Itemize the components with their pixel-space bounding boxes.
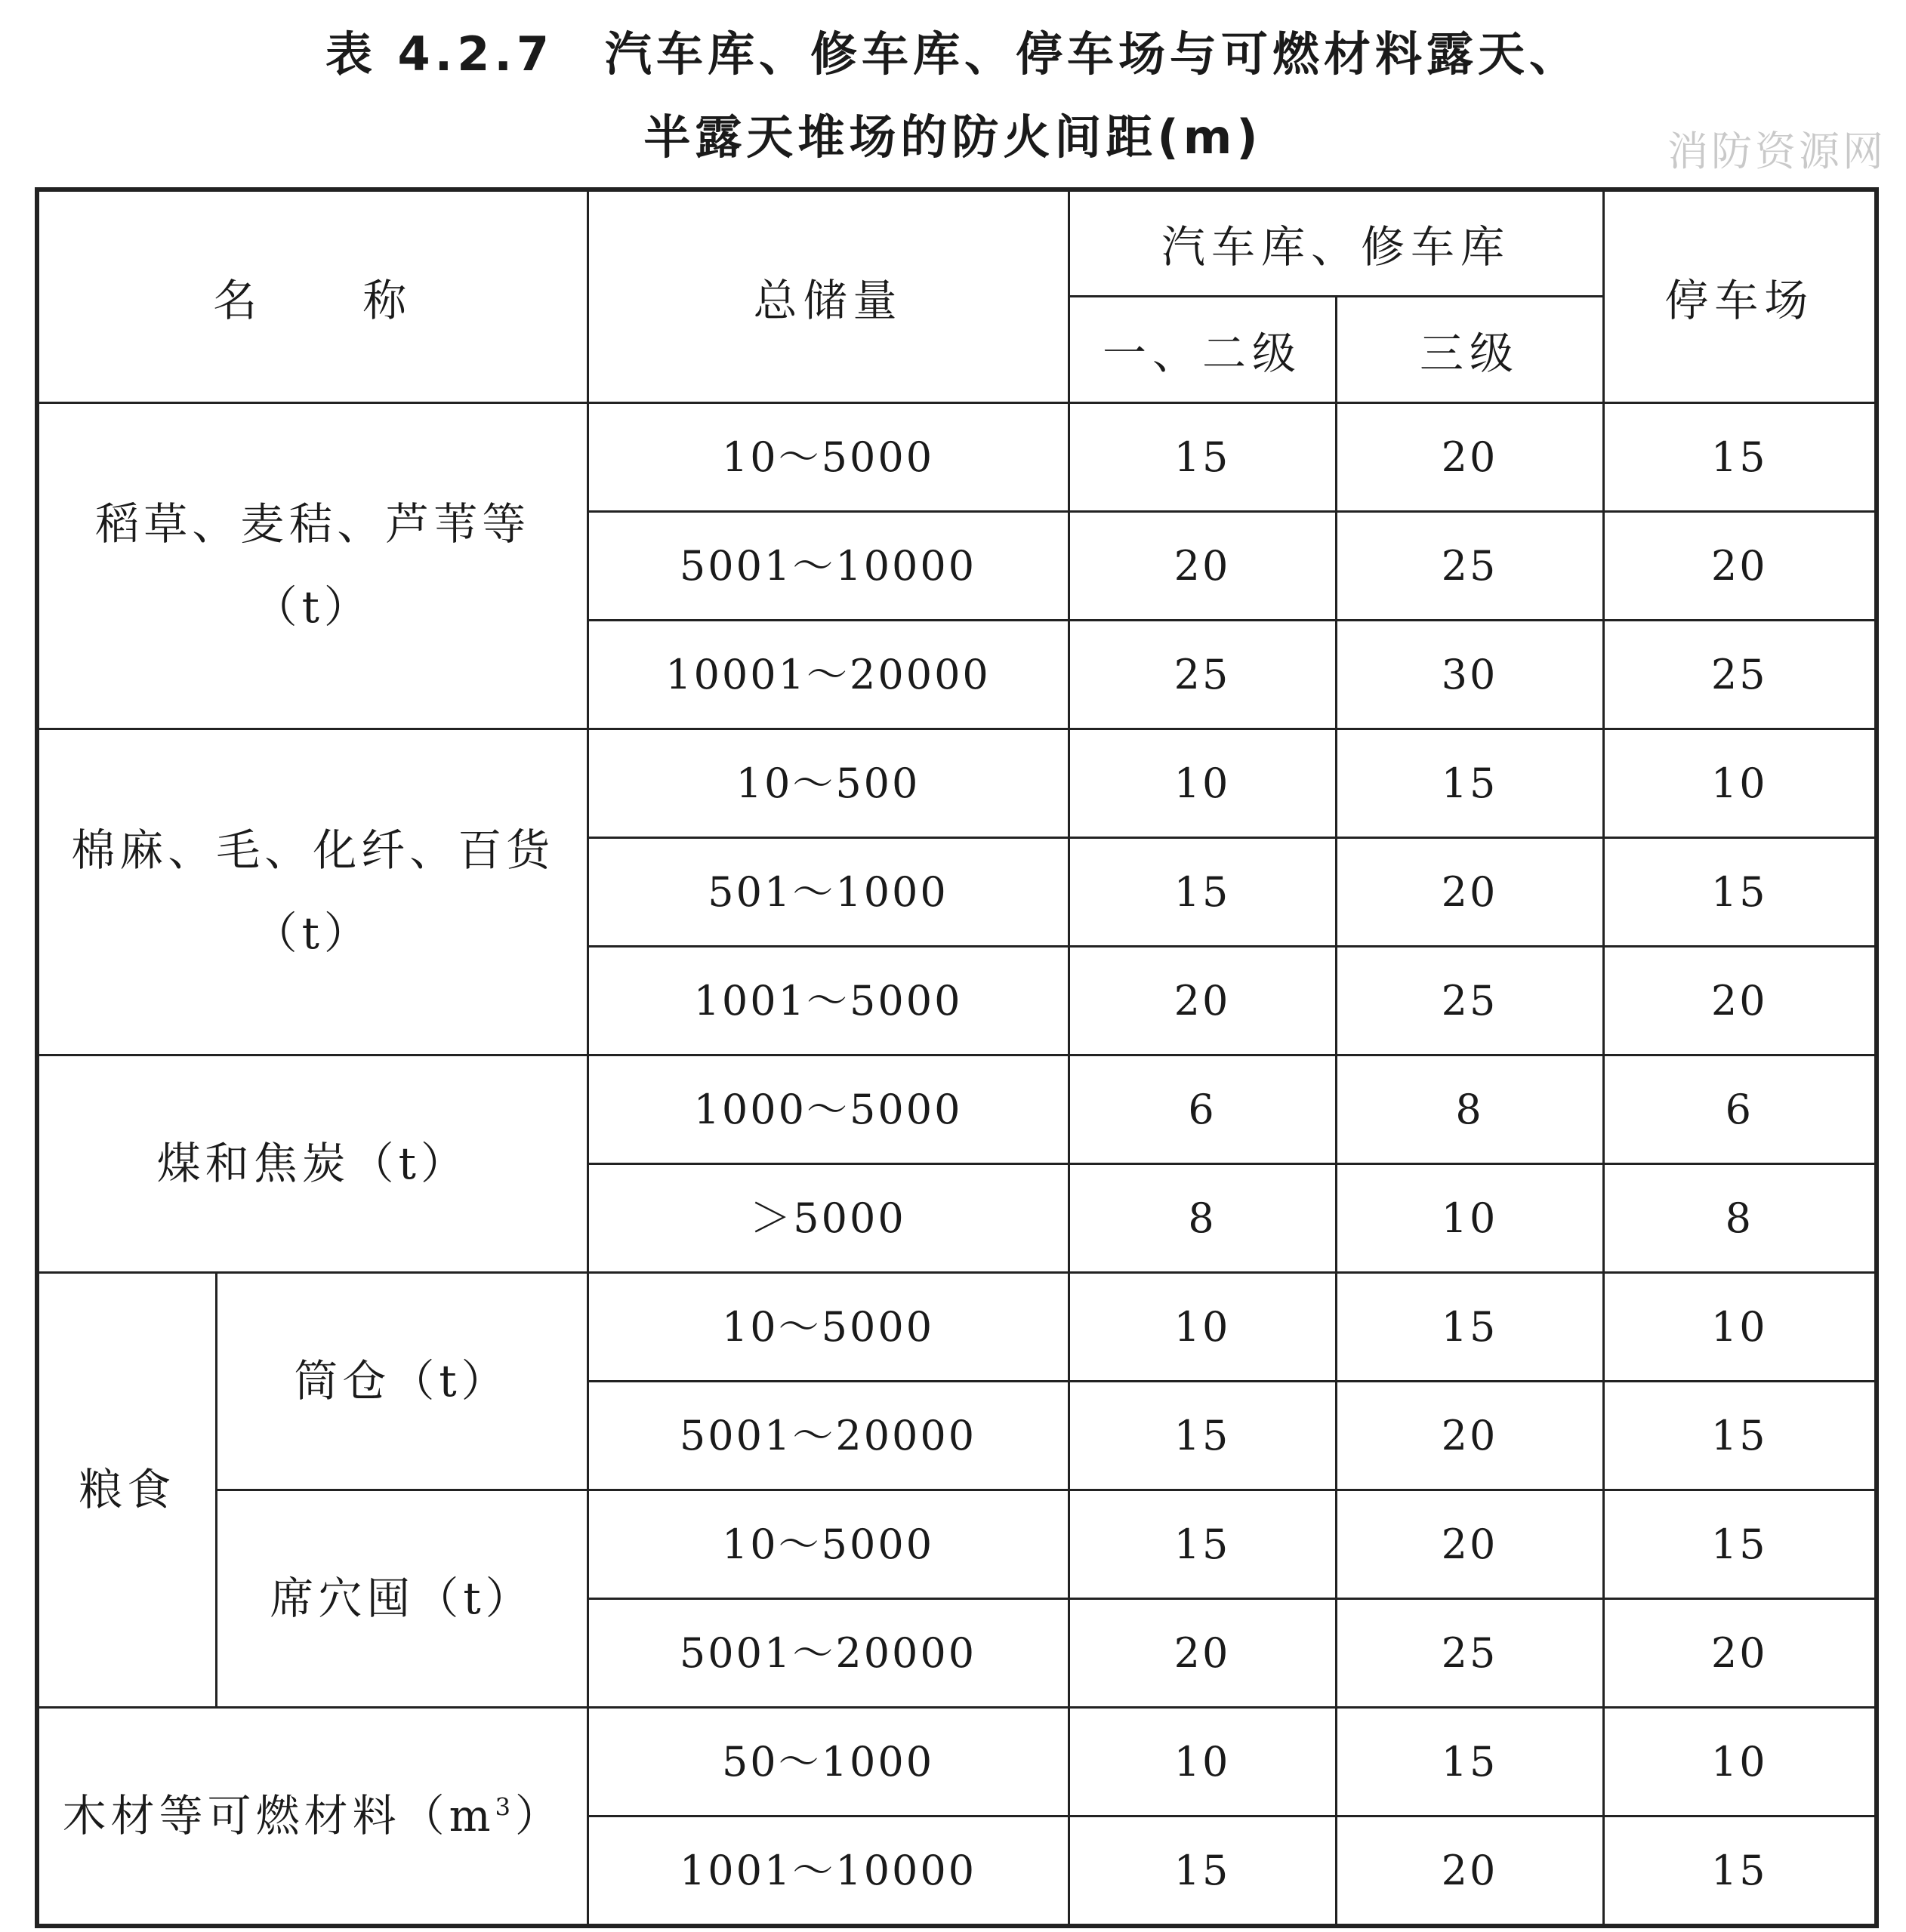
header-parking-lot: 停车场 [1603, 190, 1877, 402]
fire-distance-table [35, 187, 1879, 1928]
material-name-textiles [37, 729, 588, 1055]
parking-cell: 25 [1603, 620, 1877, 729]
grade12-cell: 25 [1069, 620, 1336, 729]
unit-superscript: 3 [495, 1792, 515, 1822]
parking-cell: 10 [1603, 1272, 1877, 1381]
watermark: 消防资源网 [1667, 128, 1886, 175]
grade3-cell: 20 [1336, 837, 1603, 946]
material-name-tail: ） [514, 1790, 563, 1841]
table-title-line-1: 表 4.2.7 汽车库、修车库、停车场与可燃材料露天、 [325, 26, 1581, 82]
grade12-cell: 10 [1069, 729, 1336, 837]
grade3-cell: 8 [1336, 1055, 1603, 1163]
header-grade-3: 三级 [1336, 296, 1603, 402]
material-name: 木材等可燃材料（m [62, 1790, 495, 1841]
storage-cell: 1001～10000 [588, 1816, 1069, 1926]
storage-cell: 1001～5000 [588, 946, 1069, 1055]
subgroup-name-mat-bin: 席穴囤（t） [216, 1490, 588, 1707]
parking-cell: 10 [1603, 1707, 1877, 1816]
parking-cell: 20 [1603, 946, 1877, 1055]
grade12-cell: 8 [1069, 1163, 1336, 1272]
grade3-cell: 30 [1336, 620, 1603, 729]
grade12-cell: 15 [1069, 1490, 1336, 1598]
grade12-cell: 15 [1069, 1381, 1336, 1490]
parking-cell: 15 [1603, 837, 1877, 946]
grade12-cell: 15 [1069, 402, 1336, 511]
parking-cell: 15 [1603, 1381, 1877, 1490]
header-garage-group: 汽车库、修车库 [1069, 190, 1603, 296]
header-name: 名 称 [37, 190, 588, 402]
material-unit: （t） [253, 581, 372, 633]
grade12-cell: 20 [1069, 1598, 1336, 1707]
material-name-straw [37, 402, 588, 729]
storage-cell: 10～5000 [588, 402, 1069, 511]
parking-cell: 20 [1603, 511, 1877, 620]
parking-cell: 15 [1603, 1816, 1877, 1926]
material-name-timber [37, 1707, 588, 1926]
grade3-cell: 15 [1336, 1707, 1603, 1816]
header-total-storage: 总储量 [588, 190, 1069, 402]
storage-cell: 10～5000 [588, 1490, 1069, 1598]
table-row [37, 1707, 1877, 1816]
storage-cell: 5001～20000 [588, 1381, 1069, 1490]
storage-cell: 1000～5000 [588, 1055, 1069, 1163]
storage-cell: 50～1000 [588, 1707, 1069, 1816]
grade12-cell: 20 [1069, 511, 1336, 620]
table-row [37, 1272, 1877, 1381]
material-name: 稻草、麦秸、芦苇等 [95, 498, 531, 550]
storage-cell: 5001～10000 [588, 511, 1069, 620]
grade3-cell: 25 [1336, 1598, 1603, 1707]
storage-cell: 10001～20000 [588, 620, 1069, 729]
storage-cell: ＞5000 [588, 1163, 1069, 1272]
parking-cell: 15 [1603, 402, 1877, 511]
table-row [37, 402, 1877, 511]
table-row [37, 729, 1877, 837]
parking-cell: 6 [1603, 1055, 1877, 1163]
grade12-cell: 10 [1069, 1707, 1336, 1816]
storage-cell: 5001～20000 [588, 1598, 1069, 1707]
parking-cell: 15 [1603, 1490, 1877, 1598]
subgroup-name-silo: 筒仓（t） [216, 1272, 588, 1490]
storage-cell: 10～5000 [588, 1272, 1069, 1381]
grade12-cell: 10 [1069, 1272, 1336, 1381]
grade12-cell: 15 [1069, 837, 1336, 946]
parking-cell: 10 [1603, 729, 1877, 837]
grade12-cell: 20 [1069, 946, 1336, 1055]
parking-cell: 8 [1603, 1163, 1877, 1272]
header-grade-1-2: 一、二级 [1069, 296, 1336, 402]
header-row-1 [37, 190, 1877, 296]
table-row [37, 1055, 1877, 1163]
table-row [37, 1490, 1877, 1598]
grade12-cell: 15 [1069, 1816, 1336, 1926]
storage-cell: 10～500 [588, 729, 1069, 837]
grade3-cell: 20 [1336, 1490, 1603, 1598]
grade3-cell: 10 [1336, 1163, 1603, 1272]
grade12-cell: 6 [1069, 1055, 1336, 1163]
grade3-cell: 20 [1336, 1381, 1603, 1490]
parking-cell: 20 [1603, 1598, 1877, 1707]
grade3-cell: 25 [1336, 946, 1603, 1055]
grade3-cell: 20 [1336, 1816, 1603, 1926]
grade3-cell: 15 [1336, 1272, 1603, 1381]
grade3-cell: 25 [1336, 511, 1603, 620]
material-name: 棉麻、毛、化纤、百货 [71, 824, 555, 876]
table-title-line-2: 半露天堆场的防火间距(m) [643, 109, 1263, 165]
storage-cell: 501～1000 [588, 837, 1069, 946]
material-name-coal: 煤和焦炭（t） [37, 1055, 588, 1272]
material-name-grain: 粮食 [37, 1272, 216, 1707]
grade3-cell: 15 [1336, 729, 1603, 837]
grade3-cell: 20 [1336, 402, 1603, 511]
material-unit: （t） [253, 907, 372, 959]
